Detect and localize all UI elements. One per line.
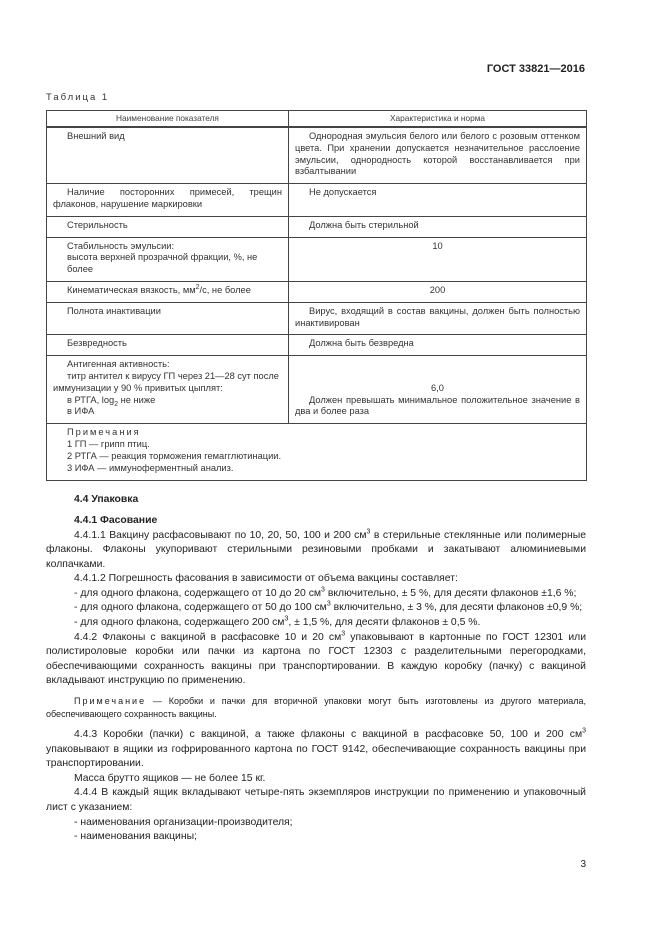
paragraph: 4.4.4 В каждый ящик вкладывают четыре-пять экземпляров инструкции по применению и упаковочный лист с указанием:: [46, 787, 586, 814]
text: включительно, ± 5 %, для десяти флаконов ±1,6 %;: [324, 587, 577, 599]
text: - для одного флакона, содержащего от 50 до 100 см: [74, 602, 327, 614]
indicator-value: Вирус, входящий в состав вакцины, должен быть полностью инактивирован: [289, 302, 587, 335]
notes-title: Примечания: [67, 427, 141, 438]
superscript: 3: [366, 528, 371, 536]
table-row: [47, 216, 587, 237]
paragraph: [46, 529, 586, 573]
text: 4.4.3 Коробки (пачки) с вакциной, а также флаконы с вакциной в расфасовке 50, 100 и 200 см: [74, 729, 583, 741]
note-item: 2 РТГА — реакция торможения гемагглютинации.: [67, 450, 282, 461]
text: включительно, ± 3 %, для десяти флаконов ±0,9 %;: [330, 602, 583, 614]
indicator-name: Стерильность: [47, 216, 289, 237]
text: — Коробки и пачки для вторичной упаковки могут быть изготовлены из другого материала, обеспечивающего сохранность вакцины.: [46, 696, 586, 720]
text: 4.4.2 Флаконы с вакциной в расфасовке 10 и 20 см: [74, 631, 342, 643]
value-ifa: Должен превышать минимальное положительное значение в два и более раза: [295, 394, 580, 417]
paragraph: [46, 616, 586, 631]
note-label: Примечание: [74, 696, 147, 707]
text: /с, не более: [199, 284, 251, 295]
column-header: Характеристика и норма: [289, 111, 587, 128]
indicator-name: [47, 356, 289, 424]
list-item: - наименования организации-производителя;: [74, 816, 293, 828]
table-notes-row: [47, 424, 587, 481]
paragraph: [46, 587, 586, 602]
text: упаковывают в картонные по ГОСТ 12301 или полистироловые коробки или пачки из картона по ГОСТ 12303 с разделительными перегородками, обеспечивающими сохранность вакцины при транспортировании. В каждую коробку (пачку) с вакциной вкладывают инструкцию по применению.: [46, 631, 587, 687]
table-row: [47, 127, 587, 184]
text: - для одного флакона, содержащего 200 см: [74, 617, 285, 629]
standard-header: ГОСТ 33821—2016: [486, 63, 585, 75]
indicator-name: Полнота инактивации: [47, 302, 289, 335]
indicator-name-line: в ИФА: [67, 406, 95, 417]
table-row: [47, 356, 587, 424]
indicator-value: Однородная эмульсия белого или белого с розовым оттенком цвета. При хранении допускается незначительное расслоение эмульсии, однородность которой восстанавливается при взбалтывании: [289, 127, 587, 184]
indicator-value: Не допускается: [289, 184, 587, 217]
subscript: 2: [114, 400, 119, 408]
superscript: 3: [284, 615, 289, 623]
table-notes: [47, 424, 587, 481]
indicator-name: Безвредность: [47, 335, 289, 356]
superscript: 3: [321, 586, 325, 594]
text: в стерильные стеклянные или полимерные флаконы. Флаконы укупоривают стерильными резиновыми пробками и закатывают алюминиевыми колпачками.: [46, 529, 587, 570]
paragraph: Масса брутто ящиков — не более 15 кг.: [74, 772, 266, 784]
paragraph: [46, 728, 586, 772]
indicator-value: 200: [289, 281, 587, 302]
indicator-name-line: Антигенная активность:: [67, 359, 170, 370]
superscript: 2: [195, 283, 200, 291]
text: - для одного флакона, содержащего от 10 до 20 см: [74, 587, 322, 599]
indicator-name-line: высота верхней прозрачной фракции, %, не более: [67, 252, 258, 275]
note-item: 1 ГП — грипп птиц.: [67, 438, 150, 449]
indicator-name: Внешний вид: [47, 127, 289, 184]
table-row: [47, 302, 587, 335]
page-number: 3: [580, 858, 586, 870]
superscript: 3: [341, 630, 346, 638]
text: Кинематическая вязкость, мм: [67, 284, 196, 295]
value-rtga: 6,0: [431, 382, 444, 393]
indicator-value: Должна быть безвредна: [289, 335, 587, 356]
table-row: [47, 184, 587, 217]
text: 4.4.1.1 Вакцину расфасовывают по 10, 20, 50, 100 и 200 см: [74, 529, 367, 541]
text: не ниже: [118, 394, 156, 405]
subsection-heading: 4.4.1 Фасование: [74, 514, 158, 526]
indicator-name-line: [53, 395, 282, 407]
paragraph: [46, 631, 586, 689]
indicator-name: [47, 237, 289, 281]
paragraph: [46, 601, 586, 616]
table-row: [47, 335, 587, 356]
note-item: 3 ИФА — иммуноферментный анализ.: [67, 462, 234, 473]
indicator-value: [289, 356, 587, 424]
text: упаковывают в ящики из гофрированного картона по ГОСТ 9142, обеспечивающие сохранность вакцины при транспортировании.: [46, 743, 586, 770]
indicator-name: Наличие посторонних примесей, трещин флаконов, нарушение маркировки: [47, 184, 289, 217]
indicator-value: 10: [289, 237, 587, 281]
text: , ± 1,5 %, для десяти флаконов ± 0,5 %.: [288, 617, 481, 629]
section-body: [46, 493, 586, 844]
list-item: - наименования вакцины;: [74, 831, 197, 843]
page-content: [46, 92, 587, 845]
table-row: [47, 237, 587, 281]
requirements-table: [46, 110, 587, 481]
table-header-row: [47, 111, 587, 128]
paragraph: 4.4.1.2 Погрешность фасования в зависимости от объема вакцины составляет:: [74, 573, 458, 585]
note: [46, 695, 586, 721]
indicator-name: [47, 281, 289, 302]
indicator-name-line: Стабильность эмульсии:: [67, 240, 175, 251]
superscript: 3: [582, 727, 586, 735]
table-row: [47, 281, 587, 302]
table-caption: Таблица 1: [46, 92, 110, 103]
column-header: Наименование показателя: [47, 111, 289, 128]
section-heading: 4.4 Упаковка: [74, 494, 139, 506]
indicator-value: Должна быть стерильной: [289, 216, 587, 237]
superscript: 3: [326, 601, 331, 609]
text: в РТГА, log: [67, 394, 115, 405]
indicator-name-line: титр антител к вирусу ГП через 21—28 сут после иммунизации у 90 % привитых цыплят:: [53, 370, 279, 393]
